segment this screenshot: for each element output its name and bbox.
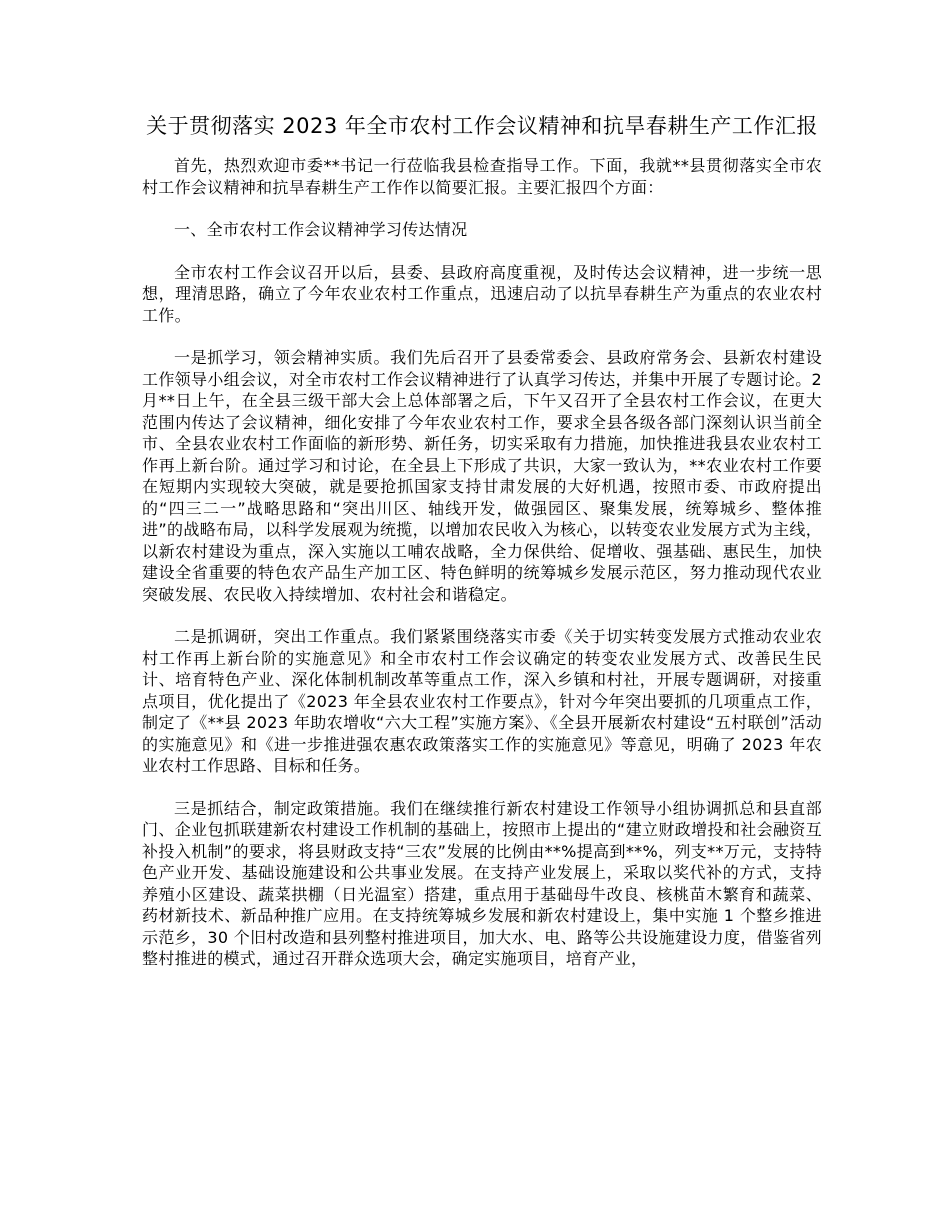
document-page bbox=[142, 112, 822, 970]
research-paragraph: 二是抓调研，突出工作重点。我们紧紧围绕落实市委《关于切实转变发展方式推动农业农村工作再上新台阶的实施意见》和全市农村工作会议确定的转变农业发展方式、改善民生民计、培育特色产业、深化体制机制改革等重点工作，深入乡镇和村社，开展专题调研，对接重点项目，优化提出了《2023 年全县农业农村工作要点》，针对今年突出要抓的几项重点工作，制定了《**县 2023 年助农增收“六大工程”实施方案》、《全县开展新农村建设“五村联创”活动的实施意见》和《进一步推进强农惠农政策落实工作的实施意见》等意见，明确了 2023 年农业农村工作思路、目标和任务。 bbox=[142, 627, 822, 775]
section-1-summary-paragraph: 全市农村工作会议召开以后，县委、县政府高度重视，及时传达会议精神，进一步统一思想，理清思路，确立了今年农业农村工作重点，迅速启动了以抗旱春耕生产为重点的农业农村工作。 bbox=[142, 262, 822, 325]
policy-paragraph: 三是抓结合，制定政策措施。我们在继续推行新农村建设工作领导小组协调抓总和县直部门、企业包抓联建新农村建设工作机制的基础上，按照市上提出的“建立财政增投和社会融资互补投入机制”的要求，将县财政支持“三农”发展的比例由**%提高到**%，列支**万元，支持特色产业开发、基础设施建设和公共事业发展。在支持产业发展上，采取以奖代补的方式，支持养殖小区建设、蔬菜拱棚（日光温室）搭建，重点用于基础母牛改良、核桃苗木繁育和蔬菜、药材新技术、新品种推广应用。在支持统筹城乡发展和新农村建设上，集中实施 1 个整乡推进示范乡，30 个旧村改造和县列整村推进项目，加大水、电、路等公共设施建设力度，借鉴省列整村推进的模式，通过召开群众选项大会，确定实施项目，培育产业， bbox=[142, 798, 822, 968]
document-title: 关于贯彻落实 2023 年全市农村工作会议精神和抗旱春耕生产工作汇报 bbox=[146, 114, 818, 138]
study-paragraph: 一是抓学习，领会精神实质。我们先后召开了县委常委会、县政府常务会、县新农村建设工作领导小组会议，对全市农村工作会议精神进行了认真学习传达，并集中开展了专题讨论。2 月**日上午，在全县三级干部大会上总体部署之后，下午又召开了全县农村工作会议，在更大范围内传达了会议精神，细化安排了今年农业农村工作，要求全县各级各部门深刻认识当前全市、全县农业农村工作面临的新形势、新任务，切实采取有力措施，加快推进我县农业农村工作再上新台阶。通过学习和讨论，在全县上下形成了共识，大家一致认为，**农业农村工作要在短期内实现较大突破，就是要抢抓国家支持甘肃发展的大好机遇，按照市委、市政府提出的“四三二一”战略思路和“突出川区、轴线开发，做强园区、聚集发展，统筹城乡、整体推进”的战略布局，以科学发展观为统揽，以增加农民收入为核心，以转变农业发展方式为主线，以新农村建设为重点，深入实施以工哺农战略，全力保供给、促增收、强基础、惠民生，加快建设全省重要的特色农产品生产加工区、特色鲜明的统筹城乡发展示范区，努力推动现代农业突破发展、农民收入持续增加、农村社会和谐稳定。 bbox=[142, 348, 822, 604]
section-heading-1: 一、全市农村工作会议精神学习传达情况 bbox=[174, 220, 468, 239]
intro-paragraph: 首先，热烈欢迎市委**书记一行莅临我县检查指导工作。下面，我就**县贯彻落实全市农村工作会议精神和抗旱春耕生产工作作以简要汇报。主要汇报四个方面： bbox=[142, 156, 822, 197]
